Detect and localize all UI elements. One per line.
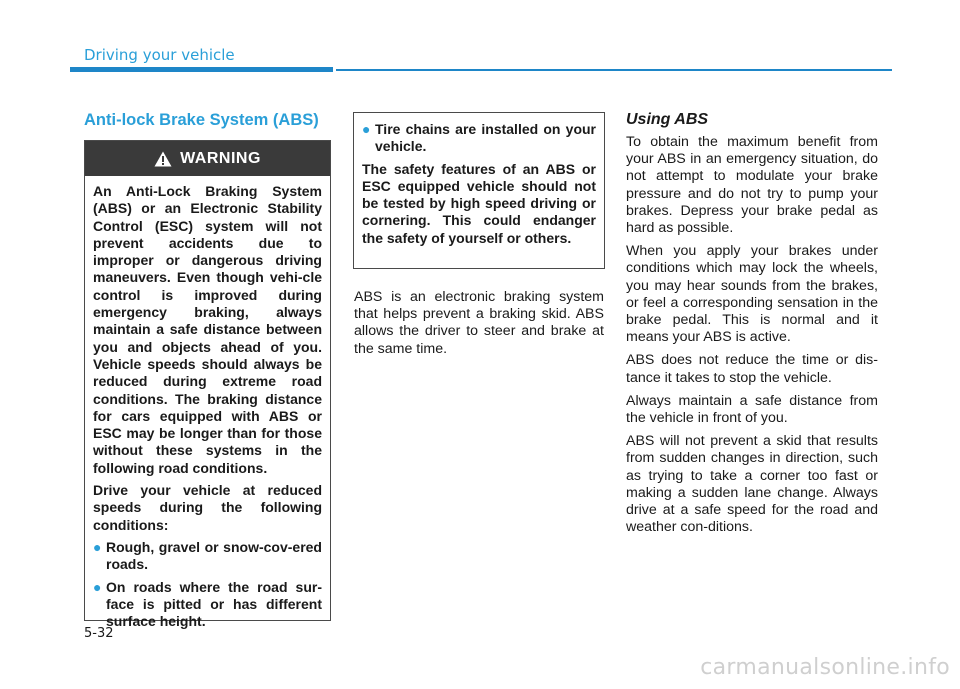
list-item: [362, 121, 596, 156]
using-abs-column: [626, 111, 878, 542]
using-abs-paragraph: Always maintain a safe distance from the vehicle in front of you.: [626, 392, 878, 427]
abs-heading: Anti-lock Brake System (ABS): [84, 111, 319, 129]
using-abs-paragraph: ABS does not reduce the time or dis-tance it takes to stop the vehicle.: [626, 352, 878, 386]
bullet-dot-icon: ●: [93, 538, 102, 555]
warning-cont-text: The safety features of an ABS or ESC equipped vehicle should not be tested by high speed driving or cornering. This could endanger the safety of yourself or others.: [362, 160, 596, 246]
bullet-dot-icon: ●: [93, 578, 102, 595]
bullet-dot-icon: ●: [362, 121, 371, 137]
using-abs-paragraph: To obtain the maximum benefit from your ABS in an emergency situation, do not attempt to modulate your brake pressure and do not try to pump your brakes. Depress your brake pedal as hard as possible.: [626, 134, 878, 237]
using-abs-heading: Using ABS: [626, 111, 709, 128]
using-abs-paragraph: ABS will not prevent a skid that results from sudden changes in direction, such as trying to take a corner too fast or making a sudden lane change. Always drive at a safe speed for the road and weather con-ditions.: [626, 433, 878, 536]
abs-description-block: [354, 289, 604, 364]
bullet-text: Tire chains are installed on your vehicle.: [375, 121, 596, 155]
watermark-link[interactable]: carmanualsonline.info: [700, 655, 950, 680]
bullet-text: On roads where the road sur-face is pitted or has different surface height.: [106, 578, 322, 630]
bullet-text: Rough, gravel or snow-cov-ered roads.: [106, 538, 322, 573]
warning-bullet-list: [93, 539, 322, 630]
warning-header: [85, 141, 330, 176]
warning-body: [85, 176, 330, 630]
warning-intro: An Anti-Lock Braking System (ABS) or an Electronic Stability Control (ESC) system will not prevent accidents due to improper or dangerous driving maneuvers. Even though vehi-cle control is improved during emergency braking, always maintain a safe distance between you and objects ahead of you. Vehicle speeds should always be reduced during extreme road conditions. The braking distance for cars equipped with ABS or ESC may be longer than for those without these systems in the following road conditions.: [93, 183, 322, 476]
warning-triangle-icon: [154, 151, 172, 167]
warning-drive-text: Drive your vehicle at reduced speeds during the following conditions:: [93, 482, 322, 533]
list-item: [93, 539, 322, 574]
section-title: Driving your vehicle: [84, 46, 235, 64]
header-rule-thin: [336, 69, 892, 71]
warning-label: WARNING: [180, 149, 261, 167]
warning-box: [84, 140, 331, 630]
abs-description: ABS is an electronic braking system that helps prevent a braking skid. ABS allows the driver to steer and brake at the same time.: [354, 289, 604, 357]
using-abs-paragraph: When you apply your brakes under conditions which may lock the wheels, you may hear sounds from the brakes, or feel a corresponding sensation in the brake pedal. This is normal and it means your ABS is active.: [626, 243, 878, 346]
warning-cont-bullet-list: [362, 121, 596, 156]
page-number: 5-32: [84, 626, 114, 641]
header-rule-thick: [70, 67, 333, 72]
warning-box-continued: [353, 112, 605, 269]
list-item: [93, 579, 322, 631]
